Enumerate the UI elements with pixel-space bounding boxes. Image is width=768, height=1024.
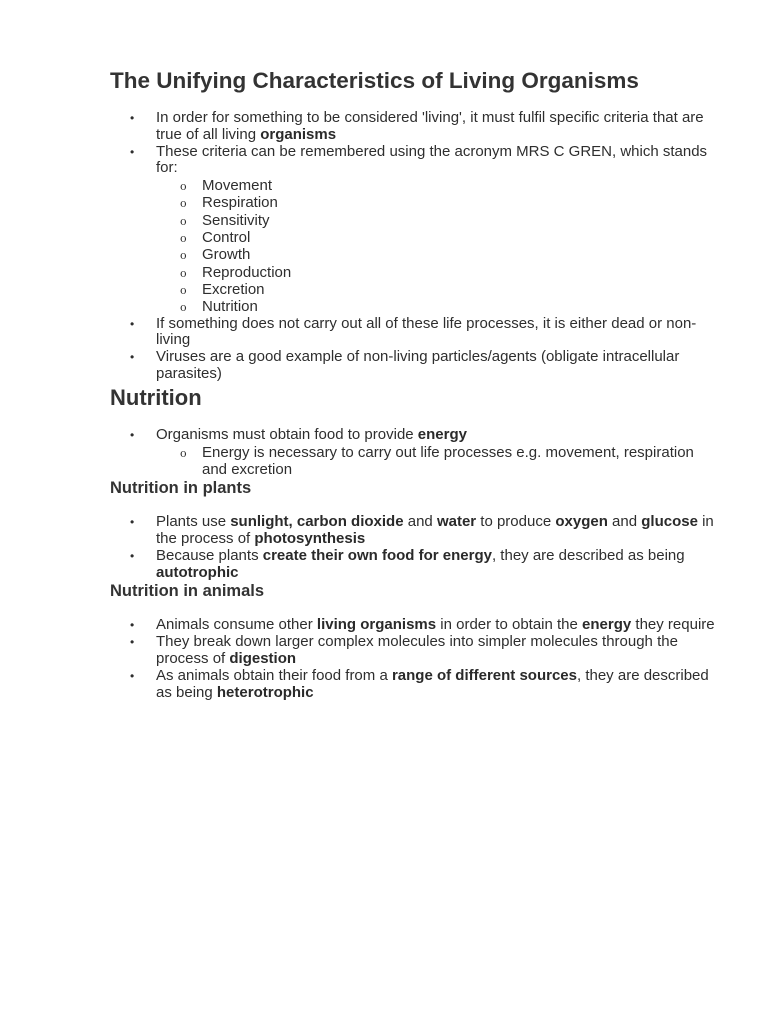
sub-list-item [156, 229, 720, 246]
bold-term: glucose [641, 513, 698, 531]
bullet-icon: • [130, 350, 135, 365]
section-heading-nutrition: Nutrition [110, 384, 202, 410]
section-heading-plants: Nutrition in plants [110, 479, 252, 498]
list-item [110, 427, 720, 478]
bullet-icon: • [130, 668, 135, 683]
list-item [110, 548, 720, 582]
bold-term: photosynthesis [254, 529, 366, 547]
circle-bullet-icon: o [180, 301, 187, 315]
list-text: in order to obtain the [436, 616, 583, 634]
sub-list-item [156, 298, 720, 315]
bullet-icon: • [130, 618, 135, 633]
bold-term: autotrophic [156, 563, 239, 581]
bullet-icon: • [130, 427, 135, 442]
list-text: Energy is necessary to carry out life processes e.g. movement, respiration and excretion [202, 443, 694, 478]
bold-term: digestion [229, 649, 297, 667]
sub-list-item [156, 264, 720, 281]
list-text: they require [631, 616, 715, 634]
circle-bullet-icon: o [180, 446, 187, 460]
mrs-c-gren-list [156, 177, 720, 315]
intro-list [110, 110, 720, 383]
bold-term: energy [417, 425, 467, 443]
page-title: The Unifying Characteristics of Living Organisms [110, 68, 639, 93]
circle-bullet-icon: o [180, 180, 187, 194]
bullet-icon: • [130, 111, 135, 125]
list-text: These criteria can be remembered using the acronym MRS C GREN, which stands for: [156, 142, 708, 177]
list-text: Animals consume other [156, 616, 317, 634]
list-text: If something does not carry out all of these life processes, it is either dead or non-living [156, 314, 697, 349]
plants-list [110, 514, 720, 581]
circle-bullet-icon: o [180, 232, 187, 246]
bullet-icon: • [130, 548, 135, 563]
bold-term: living organisms [316, 616, 437, 634]
list-text: Reproduction [202, 263, 292, 281]
bold-term: create their own food for energy [262, 546, 492, 564]
bullet-icon: • [130, 144, 135, 159]
list-text: Respiration [202, 194, 278, 212]
circle-bullet-icon: o [180, 197, 187, 211]
list-text: As animals obtain their food from a [156, 666, 392, 684]
bullet-icon: • [130, 515, 135, 530]
bold-term: range of different sources [391, 666, 577, 684]
bold-term: sunlight, carbon dioxide [230, 513, 404, 531]
bullet-icon: • [130, 635, 135, 650]
list-text: , they are described as being [156, 666, 709, 701]
list-text: and [607, 513, 642, 531]
list-item [110, 634, 720, 668]
sub-list-item [156, 177, 720, 194]
list-text: in the process of [156, 513, 714, 547]
list-text: Viruses are a good example of non-living particles/agents (obligate intracellular parasites) [156, 348, 680, 382]
list-text: , they are described as being [491, 546, 685, 564]
sub-list-item [156, 194, 720, 211]
sub-list-item [156, 246, 720, 263]
list-text: and [403, 513, 437, 531]
animals-list [110, 617, 720, 701]
list-item [110, 349, 720, 383]
bullet-icon: • [130, 316, 135, 331]
bold-term: oxygen [555, 513, 608, 531]
circle-bullet-icon: o [180, 266, 187, 280]
list-text: Growth [202, 246, 251, 264]
list-item [110, 316, 720, 350]
list-text: They break down larger complex molecules into simpler molecules through the process of [156, 633, 678, 667]
list-item [110, 144, 720, 316]
document-page [110, 66, 720, 701]
section-heading-animals: Nutrition in animals [110, 582, 265, 601]
list-text: Sensitivity [202, 211, 270, 229]
nutrition-list [110, 427, 720, 478]
bold-term: heterotrophic [216, 683, 314, 701]
nutrition-sub-list [156, 444, 720, 479]
bold-term: organisms [260, 125, 337, 143]
list-text: Control [202, 229, 251, 247]
sub-list-item [156, 281, 720, 298]
sub-list-item [156, 212, 720, 229]
list-text: Nutrition [202, 298, 258, 316]
list-text: Organisms must obtain food to provide [156, 425, 418, 443]
bold-term: water [436, 513, 477, 531]
list-text: to produce [476, 513, 556, 531]
list-item [110, 668, 720, 702]
circle-bullet-icon: o [180, 249, 187, 263]
list-item [110, 617, 720, 634]
list-text: Excretion [202, 280, 265, 298]
circle-bullet-icon: o [180, 283, 187, 297]
list-text: Plants use [156, 513, 231, 531]
bold-term: energy [582, 616, 632, 634]
circle-bullet-icon: o [180, 214, 187, 228]
list-text: Movement [202, 177, 273, 195]
list-item [110, 514, 720, 548]
sub-list-item [156, 444, 720, 479]
list-item [110, 110, 720, 144]
list-text: In order for something to be considered 'living', it must fulfil specific criteria that are true of all living [156, 109, 704, 143]
list-text: Because plants [156, 546, 263, 564]
